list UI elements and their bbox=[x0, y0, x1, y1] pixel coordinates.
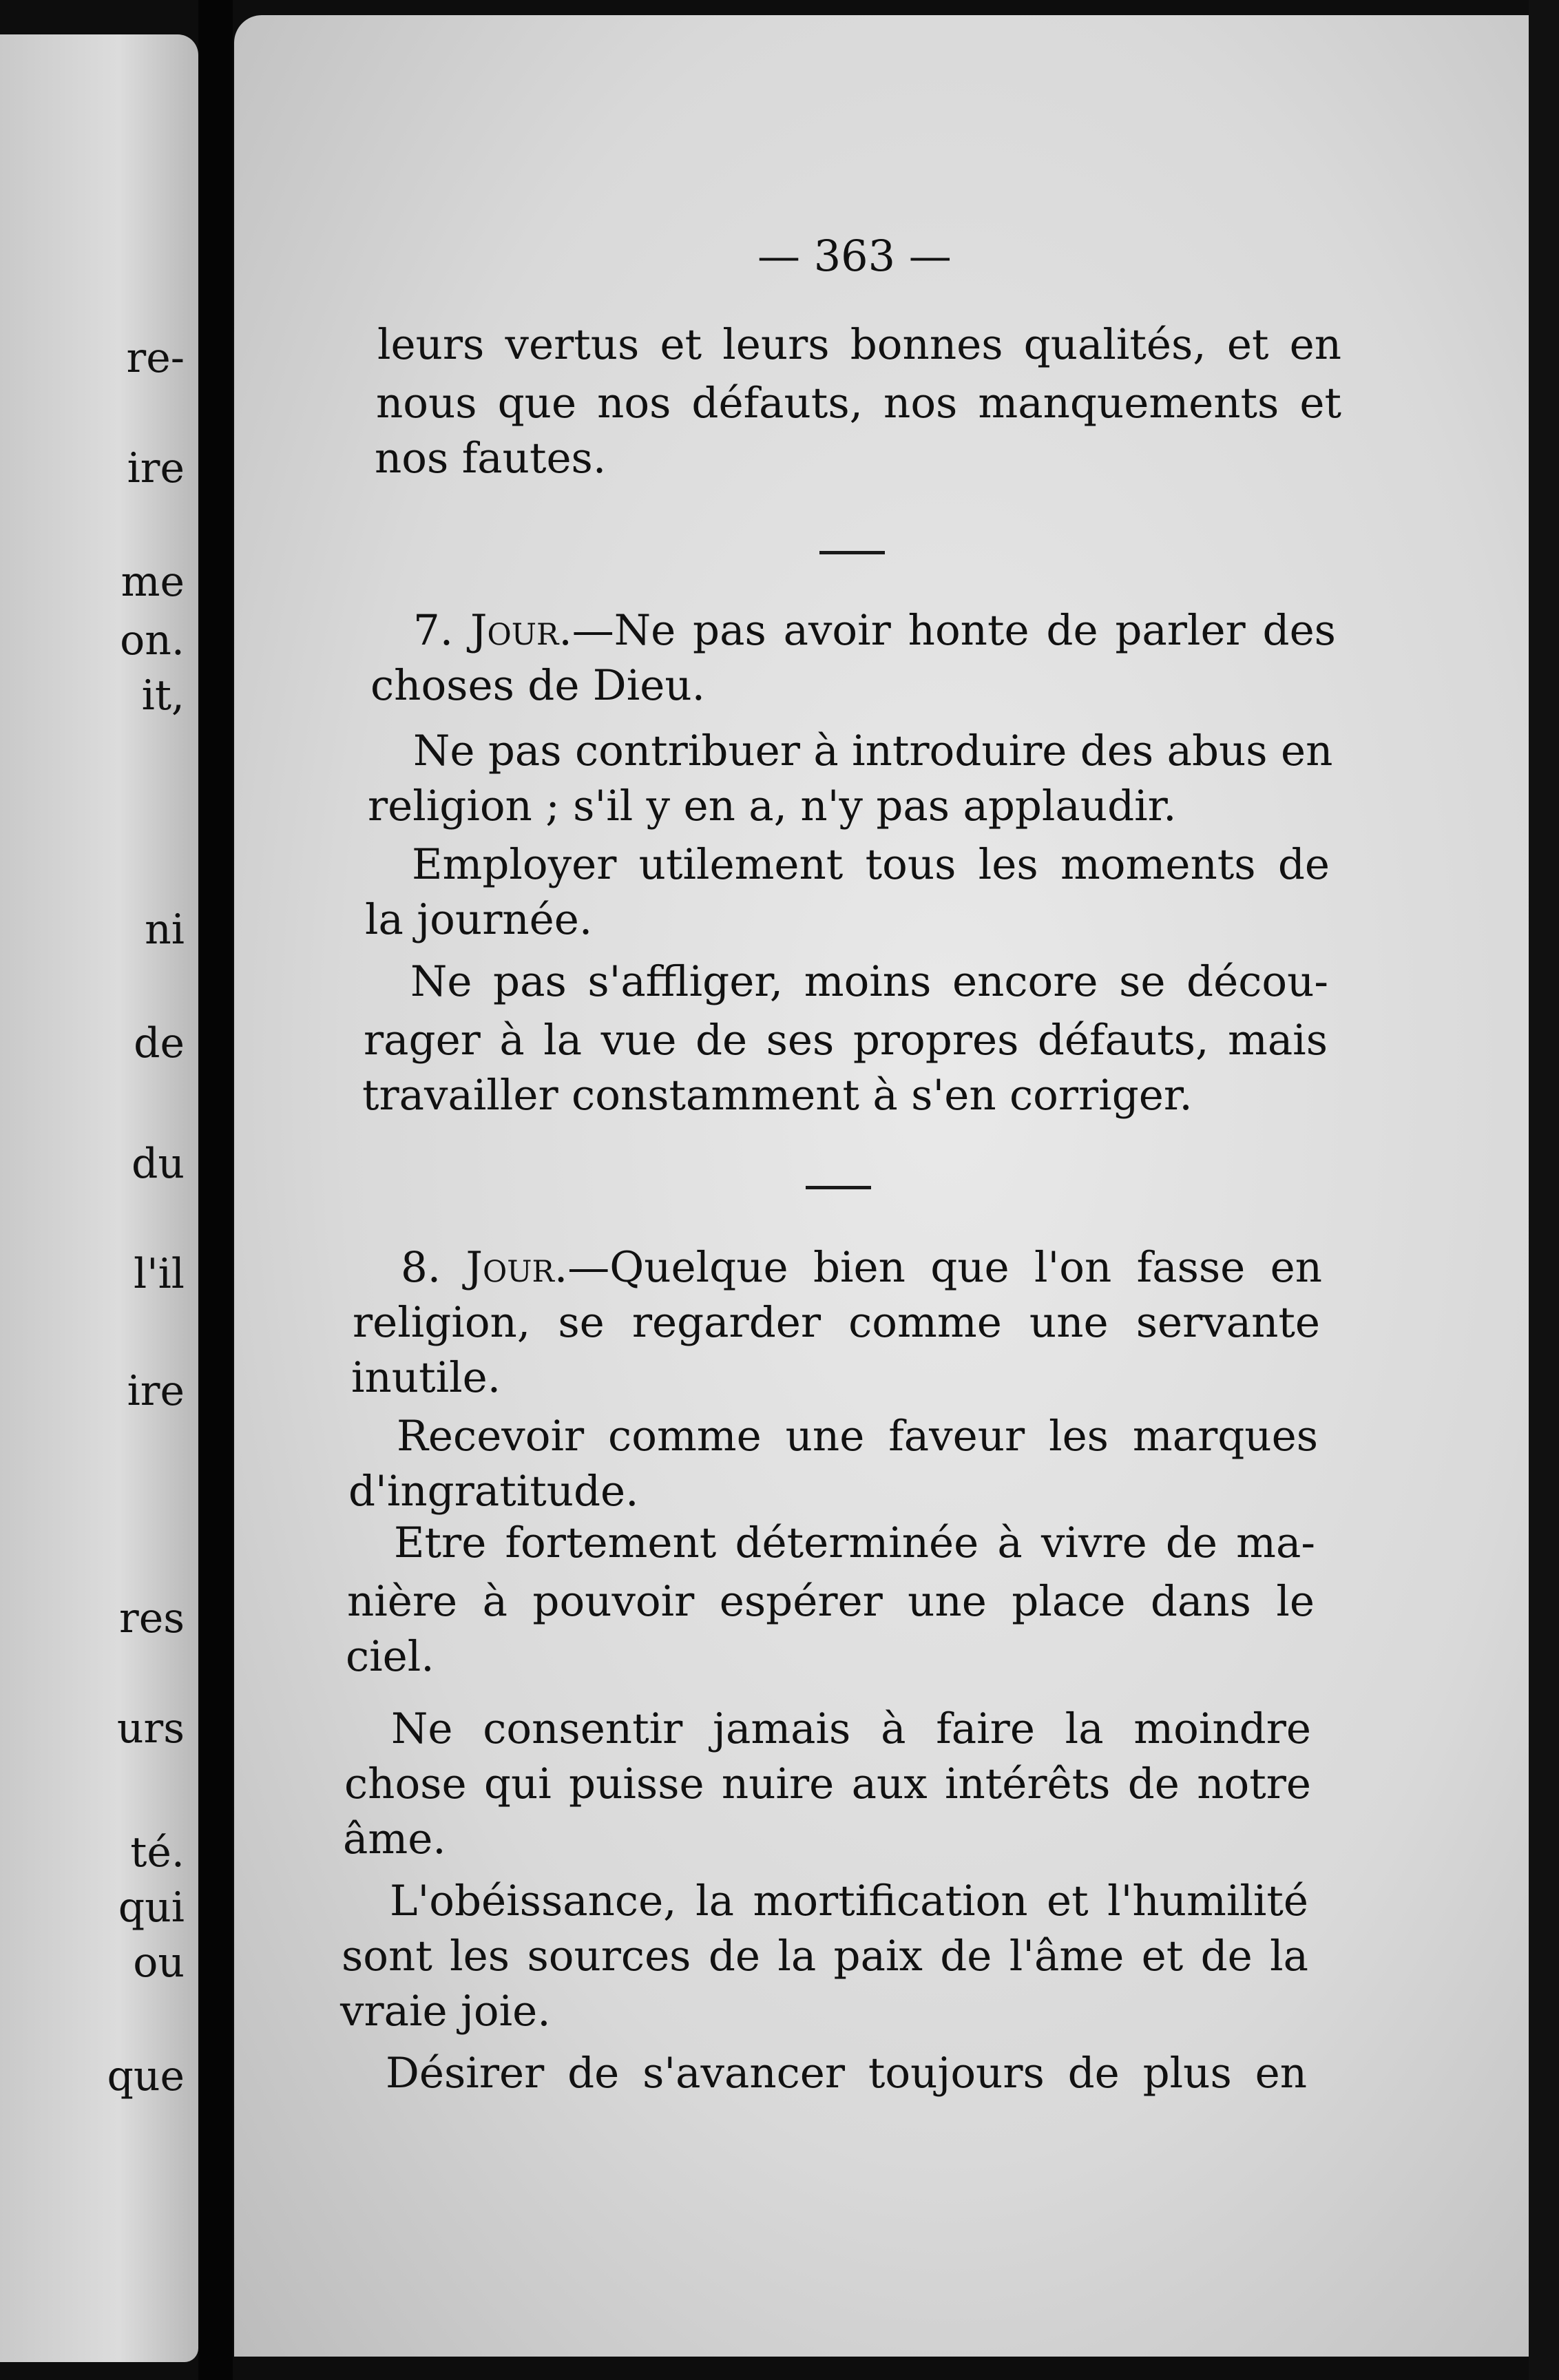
day-word: Jour. bbox=[465, 1243, 568, 1292]
page-edge bbox=[1529, 0, 1559, 2380]
day-number: 8. bbox=[401, 1243, 441, 1292]
left-page bbox=[0, 34, 198, 2362]
text-line: Etre fortement déterminée à vivre de ma- bbox=[394, 1518, 1315, 1567]
text-line: Désirer de s'avancer toujours de plus en bbox=[386, 2049, 1307, 2098]
day-number: 7. bbox=[413, 606, 454, 655]
text-line: Recevoir comme une faveur les marques bbox=[397, 1412, 1318, 1461]
text-line: Ne pas contribuer à introduire des abus en bbox=[413, 727, 1333, 775]
left-fragment: l'il bbox=[133, 1250, 185, 1298]
text-line: Ne consentir jamais à faire la moindre bbox=[391, 1704, 1311, 1753]
text-line: L'obéissance, la mortification et l'humilité bbox=[390, 1877, 1308, 1925]
text-line: sont les sources de la paix de l'âme et de la bbox=[342, 1932, 1308, 1981]
text-line: travailler constamment à s'en corriger. bbox=[362, 1071, 1193, 1120]
text-line: chose qui puisse nuire aux intérêts de notre bbox=[344, 1760, 1311, 1808]
text-line: nière à pouvoir espérer une place dans le bbox=[347, 1577, 1315, 1626]
left-fragment: ou bbox=[133, 1939, 185, 1987]
left-fragment: de bbox=[134, 1019, 185, 1067]
page-number: — 363 — bbox=[757, 231, 952, 281]
day-text: —Ne pas avoir honte de parler des bbox=[572, 606, 1336, 655]
text-line: rager à la vue de ses propres défauts, mais bbox=[364, 1016, 1328, 1065]
left-fragment: té. bbox=[130, 1828, 185, 1877]
text-line: Employer utilement tous les moments de bbox=[412, 840, 1330, 889]
text-line: nous que nos défauts, nos manquements et bbox=[376, 379, 1341, 428]
left-fragment: qui bbox=[118, 1883, 185, 1932]
left-fragment: que bbox=[107, 2052, 185, 2100]
text-line: religion ; s'il y en a, n'y pas applaudir. bbox=[368, 782, 1177, 831]
text-line: Ne pas s'affliger, moins encore se décou- bbox=[410, 957, 1328, 1006]
left-fragment: ire bbox=[127, 444, 185, 492]
text-line: d'ingratitude. bbox=[348, 1467, 639, 1516]
day-heading-7 bbox=[413, 606, 1336, 655]
day-heading-8 bbox=[401, 1243, 1323, 1292]
left-fragment: urs bbox=[116, 1704, 185, 1753]
text-line: nos fautes. bbox=[375, 434, 607, 483]
section-separator bbox=[806, 1186, 871, 1189]
text-line: ciel. bbox=[346, 1632, 435, 1681]
book-gutter bbox=[198, 0, 233, 2380]
section-separator bbox=[819, 551, 885, 554]
text-line: choses de Dieu. bbox=[370, 661, 706, 710]
day-text: —Quelque bien que l'on fasse en bbox=[567, 1243, 1323, 1292]
left-fragment: res bbox=[119, 1594, 185, 1642]
text-line: âme. bbox=[343, 1815, 446, 1864]
day-word: Jour. bbox=[470, 606, 572, 655]
left-fragment: on. bbox=[120, 616, 185, 665]
left-fragment: re- bbox=[126, 334, 185, 382]
text-line: religion, se regarder comme une servante bbox=[353, 1298, 1320, 1347]
left-fragment: it, bbox=[141, 671, 185, 720]
left-fragment: du bbox=[131, 1140, 185, 1188]
text-line: la journée. bbox=[365, 895, 593, 944]
left-fragment: ni bbox=[145, 906, 185, 954]
text-line: leurs vertus et leurs bonnes qualités, et en bbox=[377, 320, 1341, 369]
text-line: vraie joie. bbox=[340, 1987, 551, 2036]
text-line: inutile. bbox=[351, 1353, 501, 1402]
left-fragment: me bbox=[121, 558, 185, 606]
left-fragment: ire bbox=[127, 1367, 185, 1415]
